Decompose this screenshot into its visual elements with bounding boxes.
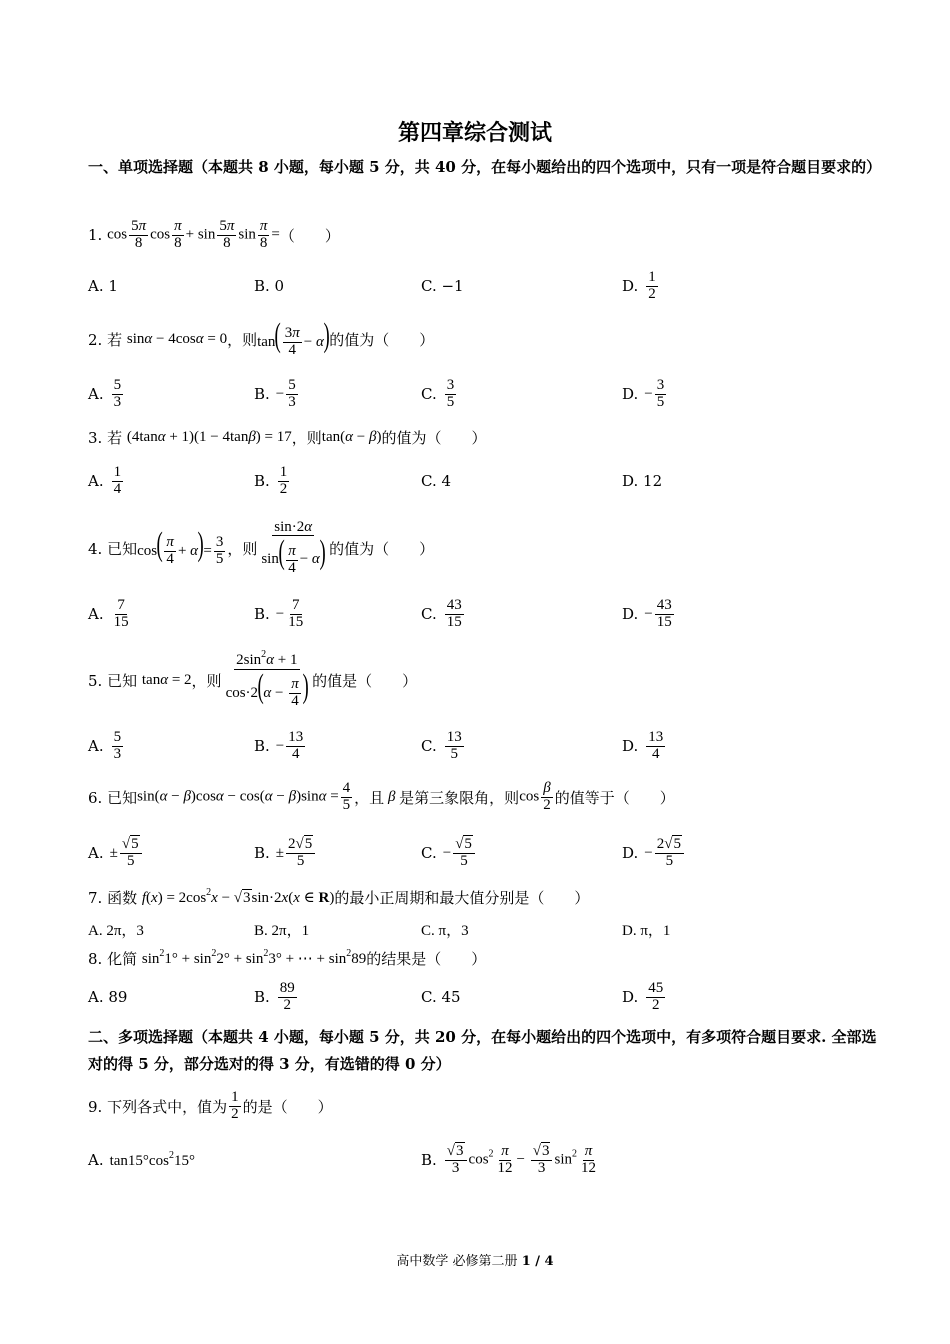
math-expression: cos $\frac{5\pi}{8}$ cos $\frac{\pi}{8}$ + sin $\frac{5\pi}{8}$ sin $\frac{\pi}{8}$ = xyxy=(107,217,280,251)
option-a[interactable]: A. ± $\frac{√5}{5}$ xyxy=(88,833,144,873)
math-expression: $\sin^21^\circ + \sin^22^\circ + \sin^23^\circ$ + ⋯ + $\sin^289$ xyxy=(141,948,367,967)
question-text: 的最小正周期和最大值分别是（ ） xyxy=(334,888,590,907)
math-symbol: β xyxy=(384,788,400,805)
question-9 xyxy=(88,1086,888,1126)
math-expression: tan( $\frac{3\pi}{4}$ − α) xyxy=(257,317,330,359)
option-a[interactable]: A. $\tan 15^\circ\cos^215^\circ$ xyxy=(88,1150,195,1169)
question-number: 7. 函数 xyxy=(88,888,138,907)
option-b[interactable]: B. 2π，1 xyxy=(254,922,310,939)
question-1 xyxy=(88,218,888,252)
question-2 xyxy=(88,317,888,359)
option-b[interactable]: B. $\frac{1}{2}$ xyxy=(254,463,288,497)
option-c[interactable]: C. −1 xyxy=(421,277,464,295)
question-text: 是第三象限角，则 xyxy=(399,788,520,807)
math-expression: tan(α − β) xyxy=(321,428,382,445)
option-b[interactable]: B. ± $\frac{2√5}{5}$ xyxy=(254,833,317,873)
option-label: B. xyxy=(421,1151,437,1169)
option-b[interactable]: B. − $\frac{7}{15}$ xyxy=(254,596,304,630)
option-label: A. xyxy=(88,385,104,403)
question-text: 的值为（ ） xyxy=(329,539,435,558)
question-text: ，则 xyxy=(191,671,222,690)
math-expression: $f(x) = 2\cos^2x - √3\sin\cdot 2x(x$ ∈ R) xyxy=(141,887,335,906)
options-q1 xyxy=(88,266,888,306)
question-4 xyxy=(88,518,888,576)
option-label: A. xyxy=(88,605,104,623)
question-text: ，则 xyxy=(227,330,258,349)
option-c[interactable]: C. 4 xyxy=(421,472,452,490)
option-label: D. xyxy=(622,844,639,862)
option-label: B. xyxy=(254,844,270,862)
option-c[interactable]: C. 45 xyxy=(421,988,461,1006)
option-c[interactable]: C. $\frac{43}{15}$ xyxy=(421,596,462,630)
option-label: D. xyxy=(622,605,639,623)
section-heading-single-choice: 一、单项选择题（本题共 8 小题，每小题 5 分，共 40 分，在每小题给出的四个选项中，只有一项是符合题目要求的） xyxy=(88,158,882,176)
option-b[interactable]: B. − $\frac{13}{4}$ xyxy=(254,728,304,762)
question-number: 4. 已知 xyxy=(88,539,138,558)
options-q4 xyxy=(88,594,888,634)
option-label: A. xyxy=(88,844,104,862)
math-expression: cos( $\frac{\pi}{4}$ + α)= $\frac{3}{5}$ xyxy=(137,526,224,568)
math-expression: sinα − 4cosα = 0 xyxy=(126,330,228,347)
option-label: A. xyxy=(88,472,104,490)
option-b[interactable]: B. $\frac{√3}{3}$ $\cos^2$ $\frac{\pi}{12}$ − $\frac{√3}{3}$ $\sin^2$ $\frac{\pi}{12}$ xyxy=(421,1142,596,1176)
option-b[interactable]: B. $\frac{89}{2}$ xyxy=(254,979,295,1013)
option-label: B. xyxy=(254,385,270,403)
question-number: 8. 化简 xyxy=(88,949,138,968)
option-d[interactable]: D. $\frac{45}{2}$ xyxy=(622,979,664,1013)
option-d[interactable]: D. − $\frac{3}{5}$ xyxy=(622,376,665,410)
option-label: D. xyxy=(622,277,639,295)
math-expression: $2\sin^2\alpha + 1$ cos·2(α − $\frac{\pi}{4}$ ) xyxy=(225,649,309,710)
math-expression: sin·2α sin( $\frac{\pi}{4}$ − α) xyxy=(261,518,326,576)
option-a[interactable]: A. 1 xyxy=(88,277,118,295)
math-expression: sin(α − β)cosα − cos(α − β)sinα = $\frac{4}{5}$ xyxy=(137,779,351,813)
option-b[interactable]: B. − $\frac{5}{3}$ xyxy=(254,376,296,410)
answer-paren: （ ） xyxy=(279,226,340,245)
question-number: 9. 下列各式中，值为 xyxy=(88,1097,228,1116)
page-number: 1 / 4 xyxy=(521,1254,554,1269)
option-a[interactable]: A. $\frac{5}{3}$ xyxy=(88,728,122,762)
option-label: A. xyxy=(88,737,104,755)
option-label: C. xyxy=(421,844,437,862)
option-d[interactable]: D. $\frac{1}{2}$ xyxy=(622,268,656,302)
question-text: 的值为（ ） xyxy=(329,330,435,349)
option-b[interactable]: B. 0 xyxy=(254,277,285,295)
question-number: 6. 已知 xyxy=(88,788,138,807)
option-label: D. xyxy=(622,385,639,403)
options-q2 xyxy=(88,374,888,414)
footer-text: 高中数学 必修第二册 xyxy=(396,1254,518,1269)
question-6 xyxy=(88,780,888,814)
option-a[interactable]: A. 2π，3 xyxy=(88,922,144,939)
math-expression: $\frac{1}{2}$ xyxy=(231,1088,239,1122)
option-label: C. xyxy=(421,385,437,403)
question-3 xyxy=(88,420,888,454)
options-q3 xyxy=(88,461,888,501)
option-c[interactable]: C. − $\frac{√5}{5}$ xyxy=(421,833,477,873)
option-c[interactable]: C. $\frac{3}{5}$ xyxy=(421,376,455,410)
option-label: B. xyxy=(254,988,270,1006)
option-d[interactable]: D. − $\frac{43}{15}$ xyxy=(622,596,672,630)
math-expression: tanα = 2 xyxy=(141,671,192,688)
question-text: ，则 xyxy=(291,428,322,447)
option-label: B. xyxy=(254,737,270,755)
option-a[interactable]: A. $\frac{1}{4}$ xyxy=(88,463,122,497)
question-text: 的值为（ ） xyxy=(381,428,487,447)
option-d[interactable]: D. 12 xyxy=(622,472,663,490)
options-q5 xyxy=(88,726,888,766)
question-text: 的是（ ） xyxy=(242,1097,333,1116)
math-expression: cos $\frac{\beta}{2}$ xyxy=(519,779,551,813)
option-d[interactable]: D. π，1 xyxy=(622,922,671,939)
section-heading-multiple-choice: 二、多项选择题（本题共 4 小题，每小题 5 分，共 20 分，在每小题给出的四个选项中，有多项符合题目要求. 全部选对的得 5 分，部分选对的得 3 分，有选错的得 0 分） xyxy=(88,1028,877,1073)
option-label: B. xyxy=(254,605,270,623)
question-text: 的值是（ ） xyxy=(312,671,418,690)
question-text: 的值等于（ ） xyxy=(554,788,675,807)
question-number: 5. 已知 xyxy=(88,671,138,690)
question-number: 1. xyxy=(88,226,103,244)
option-a[interactable]: A. $\frac{5}{3}$ xyxy=(88,376,122,410)
options-q9 xyxy=(88,1138,888,1182)
question-5 xyxy=(88,649,888,710)
question-number: 3. 若 xyxy=(88,428,123,447)
option-label: C. xyxy=(421,737,437,755)
math-expression: (4tanα + 1)(1 − 4tanβ) = 17 xyxy=(126,428,292,445)
option-label: C. xyxy=(421,605,437,623)
options-q6 xyxy=(88,833,888,873)
option-c[interactable]: C. $\frac{13}{5}$ xyxy=(421,728,462,762)
question-text: ，且 xyxy=(354,788,385,807)
question-number: 2. 若 xyxy=(88,330,123,349)
question-8 xyxy=(88,941,888,975)
option-label: B. xyxy=(254,472,270,490)
option-label: D. xyxy=(622,988,639,1006)
option-d[interactable]: D. − $\frac{2√5}{5}$ xyxy=(622,833,686,873)
question-text: ，则 xyxy=(227,539,258,558)
option-label: D. xyxy=(622,737,639,755)
option-label: A. xyxy=(88,1151,104,1169)
option-d[interactable]: D. $\frac{13}{4}$ xyxy=(622,728,664,762)
option-a[interactable]: A. $\frac{7}{15}$ xyxy=(88,596,129,630)
option-c[interactable]: C. π，3 xyxy=(421,922,469,939)
option-a[interactable]: A. 89 xyxy=(88,988,128,1006)
question-text: 的结果是（ ） xyxy=(366,949,487,968)
page-title: 第四章综合测试 xyxy=(397,120,552,146)
options-q8 xyxy=(88,977,888,1017)
page-footer xyxy=(0,1250,950,1269)
